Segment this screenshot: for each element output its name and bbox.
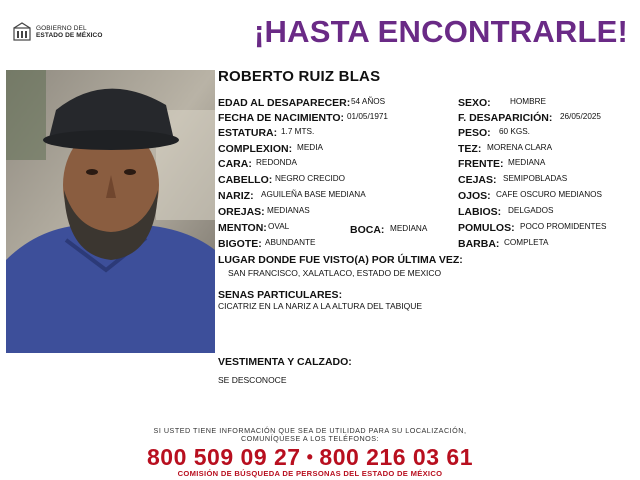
person-photo: [6, 70, 215, 353]
field-sexo: [458, 95, 546, 110]
logo-line-2: ESTADO DE MÉXICO: [36, 32, 103, 39]
field-nariz: [218, 188, 366, 203]
field-menton: [218, 220, 290, 235]
field-value: ABUNDANTE: [265, 238, 316, 247]
field-frente: [458, 156, 546, 171]
field-pomulos: [458, 220, 607, 235]
field-complexion: [218, 141, 323, 156]
government-logo: [12, 22, 103, 42]
field-label: PESO:: [458, 127, 491, 139]
field-label: FRENTE:: [458, 158, 504, 170]
separator-dot: •: [306, 447, 314, 467]
field-label: BOCA:: [350, 224, 385, 236]
field-label: CARA:: [218, 158, 252, 170]
marks-value: CICATRIZ EN LA NARIZ A LA ALTURA DEL TABIQUE: [218, 301, 423, 311]
field-label: CEJAS:: [458, 174, 497, 186]
field-nacimiento: [218, 110, 388, 125]
field-value: SEMIPOBLADAS: [503, 174, 568, 183]
footer-info-line-2: COMUNÍQUESE A LOS TELÉFONOS:: [240, 434, 380, 443]
field-label: COMPLEXION:: [218, 143, 293, 155]
last-seen-label: LUGAR DONDE FUE VISTO(A) POR ÚLTIMA VEZ:: [218, 254, 463, 266]
field-tez: [458, 141, 553, 156]
field-estatura: [218, 125, 315, 140]
coat-of-arms-icon: [12, 22, 32, 42]
field-label: ESTATURA:: [218, 127, 278, 139]
marks-label: SENAS PARTICULARES:: [218, 289, 343, 301]
field-labios: [458, 204, 554, 219]
field-value: 26/05/2025: [560, 112, 601, 121]
field-label: BIGOTE:: [218, 238, 262, 250]
field-value: 01/05/1971: [347, 112, 388, 121]
field-label: NARIZ:: [218, 190, 254, 202]
field-value: REDONDA: [256, 158, 297, 167]
field-label: CABELLO:: [218, 174, 273, 186]
field-value: MEDIA: [297, 143, 323, 152]
field-value: CAFE OSCURO MEDIANOS: [496, 190, 602, 199]
field-value: 1.7 MTS.: [281, 127, 315, 136]
field-label: OJOS:: [458, 190, 491, 202]
field-label: SEXO:: [458, 97, 491, 109]
field-value: COMPLETA: [504, 238, 549, 247]
clothing-label: VESTIMENTA Y CALZADO:: [218, 356, 352, 368]
field-label: MENTON:: [218, 222, 267, 234]
person-name: ROBERTO RUIZ BLAS: [218, 68, 381, 85]
field-label: EDAD AL DESAPARECER:: [218, 97, 351, 109]
field-edad: [218, 95, 386, 110]
field-value: OVAL: [268, 222, 290, 231]
field-value: AGUILEÑA BASE MEDIANA: [261, 190, 366, 199]
field-desaparicion: [458, 110, 601, 125]
field-value: 60 KGS.: [499, 127, 530, 136]
field-label: FECHA DE NACIMIENTO:: [218, 112, 344, 124]
field-value: MEDIANA: [508, 158, 546, 167]
clothing-value: SE DESCONOCE: [218, 375, 287, 385]
field-cejas: [458, 172, 568, 187]
field-orejas: [218, 204, 310, 219]
field-cabello: [218, 172, 346, 187]
field-label: LABIOS:: [458, 206, 502, 218]
field-ojos: [458, 188, 602, 203]
footer-info-line-1: SI USTED TIENE INFORMACIÓN QUE SEA DE UTILIDAD PARA SU LOCALIZACIÓN,: [153, 426, 467, 435]
phone-numbers: [0, 444, 620, 471]
field-label: BARBA:: [458, 238, 500, 250]
field-value: 54 AÑOS: [351, 97, 386, 106]
field-barba: [458, 236, 549, 251]
commission-name: COMISIÓN DE BÚSQUEDA DE PERSONAS DEL ESTADO DE MÉXICO: [177, 469, 443, 478]
logo-line-1: GOBIERNO DEL: [36, 25, 87, 32]
last-seen-value: SAN FRANCISCO, XALATLACO, ESTADO DE MEXICO: [228, 268, 442, 278]
field-label: POMULOS:: [458, 222, 515, 234]
field-value: MEDIANAS: [267, 206, 310, 215]
field-bigote: [218, 236, 316, 251]
field-value: MORENA CLARA: [487, 143, 553, 152]
field-peso: [458, 125, 530, 140]
field-value: HOMBRE: [510, 97, 546, 106]
field-label: F. DESAPARICIÓN:: [458, 112, 553, 124]
field-boca: [350, 222, 428, 237]
field-cara: [218, 156, 297, 171]
phone-number-2[interactable]: 800 216 03 61: [319, 444, 473, 470]
field-value: MEDIANA: [390, 224, 428, 233]
field-value: POCO PROMIDENTES: [520, 222, 607, 231]
field-value: DELGADOS: [508, 206, 554, 215]
field-value: NEGRO CRECIDO: [275, 174, 346, 183]
field-label: OREJAS:: [218, 206, 265, 218]
phone-number-1[interactable]: 800 509 09 27: [147, 444, 301, 470]
headline: ¡HASTA ENCONTRARLE!: [254, 14, 629, 49]
field-label: TEZ:: [458, 143, 482, 155]
